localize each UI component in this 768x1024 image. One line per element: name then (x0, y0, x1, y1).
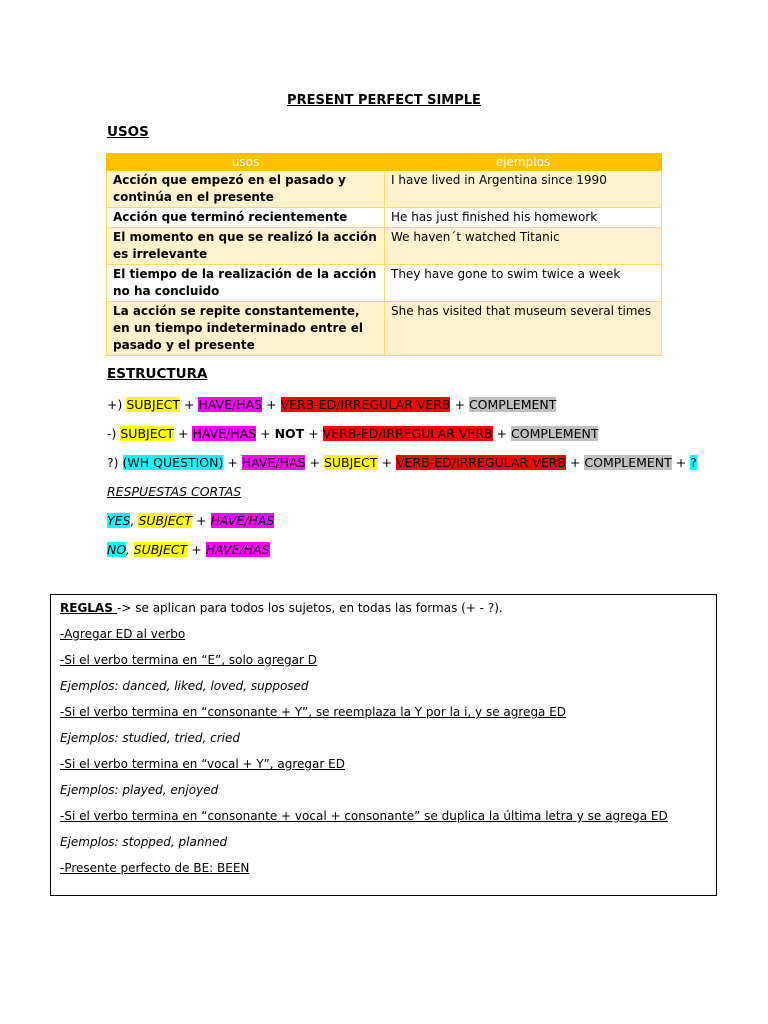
table-cell-uso: Acción que terminó recientemente (107, 208, 385, 228)
structure-affirmative (107, 397, 556, 412)
have-has-tag: HAVE/HAS (192, 426, 257, 441)
affirmative-prefix: +) (107, 397, 123, 412)
rules-intro (60, 601, 503, 615)
table-cell-uso: La acción se repite constantemente, en un tiempo indeterminado entre el pasado y el presente (107, 302, 385, 356)
verb-tag: VERB-ED/IRREGULAR VERB (280, 397, 451, 412)
table-header-usos: usos (107, 154, 385, 171)
plus-sign: + (496, 426, 508, 441)
have-has-tag: HAVE/HAS (241, 455, 306, 470)
rules-intro-text: -> se aplican para todos los sujetos, en todas las formas (+ - ?). (117, 601, 503, 615)
table-row (107, 208, 662, 228)
have-has-tag: HAVE/HAS (205, 542, 270, 557)
rule-item: -Si el verbo termina en “vocal + Y”, agregar ED (60, 757, 345, 771)
plus-sign: + (177, 426, 189, 441)
no-tag: NO (107, 542, 126, 557)
plus-sign: + (675, 455, 687, 470)
short-answer-yes (107, 513, 274, 528)
subject-tag: SUBJECT (133, 542, 188, 557)
rule-item: -Si el verbo termina en “consonante + Y”, se reemplaza la Y por la i, y se agrega ED (60, 705, 567, 719)
plus-sign: + (183, 397, 195, 412)
table-header-row (107, 154, 662, 171)
verb-tag: VERB-ED/IRREGULAR VERB (396, 455, 566, 470)
rule-example: Ejemplos: stopped, planned (60, 835, 228, 849)
complement-tag: COMPLEMENT (584, 455, 672, 470)
comma: , (130, 513, 135, 528)
table-row (107, 171, 662, 208)
table-row (107, 302, 662, 356)
table-cell-ejemplo: He has just finished his homework (385, 208, 662, 228)
subject-tag: SUBJECT (126, 397, 180, 412)
table-cell-uso: El momento en que se realizó la acción es irrelevante (107, 228, 385, 265)
short-answers-label: RESPUESTAS CORTAS (107, 484, 242, 499)
plus-sign: + (381, 455, 393, 470)
comma: , (125, 542, 130, 557)
table-cell-uso: Acción que empezó en el pasado y continúa en el presente (107, 171, 385, 208)
rule-example: Ejemplos: studied, tried, cried (60, 731, 240, 745)
rule-example: Ejemplos: danced, liked, loved, supposed (60, 679, 309, 693)
table-cell-uso: El tiempo de la realización de la acción no ha concluido (107, 265, 385, 302)
usos-heading: USOS (107, 124, 149, 140)
verb-tag: VERB-ED/IRREGULAR VERB (322, 426, 493, 441)
table-header-ejemplos: ejemplos (385, 154, 662, 171)
rules-label: REGLAS (60, 601, 118, 615)
table-cell-ejemplo: I have lived in Argentina since 1990 (385, 171, 662, 208)
plus-sign: + (260, 426, 271, 441)
complement-tag: COMPLEMENT (468, 397, 557, 412)
table-cell-ejemplo: They have gone to swim twice a week (385, 265, 662, 302)
wh-question-tag: (WH QUESTION) (122, 455, 224, 470)
plus-sign: + (227, 455, 238, 470)
estructura-heading: ESTRUCTURA (107, 366, 208, 382)
rule-item: -Si el verbo termina en “consonante + vocal + consonante” se duplica la última letra y se agrega ED (60, 809, 668, 823)
complement-tag: COMPLEMENT (511, 426, 599, 441)
rule-example: Ejemplos: played, enjoyed (60, 783, 219, 797)
question-mark-tag: ? (690, 455, 697, 470)
table-row (107, 228, 662, 265)
subject-tag: SUBJECT (138, 513, 193, 528)
usos-table (106, 153, 662, 356)
rule-item: -Presente perfecto de BE: BEEN (60, 861, 250, 875)
subject-tag: SUBJECT (120, 426, 174, 441)
short-answer-no (107, 542, 270, 557)
table-cell-ejemplo: We haven´t watched Titanic (385, 228, 662, 265)
question-prefix: ?) (107, 455, 119, 470)
negative-prefix: -) (107, 426, 117, 441)
subject-tag: SUBJECT (323, 455, 378, 470)
have-has-tag: HAVE/HAS (210, 513, 275, 528)
plus-sign: + (569, 455, 581, 470)
rule-item: -Agregar ED al verbo (60, 627, 186, 641)
not-word: NOT (274, 426, 305, 441)
table-cell-ejemplo: She has visited that museum several times (385, 302, 662, 356)
plus-sign: + (266, 397, 277, 412)
table-row (107, 265, 662, 302)
have-has-tag: HAVE/HAS (198, 397, 263, 412)
rules-box (50, 594, 717, 896)
structure-question (107, 455, 697, 470)
plus-sign: + (308, 426, 319, 441)
plus-sign: + (454, 397, 465, 412)
plus-sign: + (191, 542, 202, 557)
page-title: PRESENT PERFECT SIMPLE (287, 93, 481, 108)
structure-negative (107, 426, 598, 441)
plus-sign: + (196, 513, 207, 528)
yes-tag: YES (107, 513, 131, 528)
plus-sign: + (309, 455, 320, 470)
rule-item: -Si el verbo termina en “E”, solo agregar D (60, 653, 317, 667)
